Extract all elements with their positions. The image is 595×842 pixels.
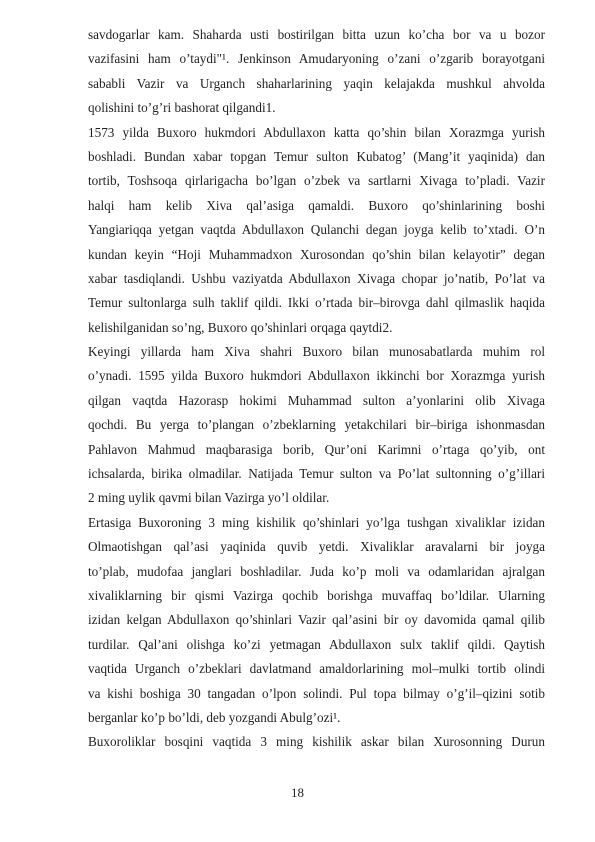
- text-line: savdogarlar kam. Shaharda usti bostirilgan bitta uzun ko’cha bor va u bozor: [88, 27, 545, 42]
- text-line: 1573 yilda Buxoro hukmdori Abdullaxon katta qo’shin bilan Xorazmga yurish: [88, 124, 545, 140]
- text-line: berganlar ko’p bo’ldi, deb yozgandi Abulg’ozi¹.: [88, 709, 341, 725]
- text-line: turdilar. Qal’ani olishga ko’zi yetmagan Abdullaxon sulx taklif qildi. Qaytish: [88, 636, 545, 652]
- text-line: Keyingi yillarda ham Xiva shahri Buxoro bilan munosabatlarda muhim rol: [88, 344, 545, 360]
- text-line: vazifasini ham o’taydi"¹. Jenkinson Amudaryoning o’zani o’zgarib borayotgani: [88, 51, 545, 67]
- text-line: to’plab, mudofaa janglari boshladilar. Juda ko’p moli va odamlaridan ajralgan: [88, 563, 545, 579]
- text-line: halqi ham kelib Xiva qal’asiga qamaldi. Buxoro qo’shinlarining boshi: [88, 197, 545, 213]
- text-line: qolishini to’g’ri bashorat qilgandi1.: [88, 100, 276, 116]
- text-line: Buxoroliklar bosqini vaqtida 3 ming kishilik askar bilan Xurosonning Durun: [88, 734, 545, 750]
- text-line: xivaliklarning bir qismi Vazirga qochib borishga muvaffaq bo’ldilar. Ularning: [88, 587, 545, 603]
- text-line: xabar tasdiqlandi. Ushbu vaziyatda Abdullaxon Xivaga chopar jo’natib, Po’lat va: [88, 270, 545, 286]
- text-line: tortib, Toshsoqa qirlarigacha bo’lgan o’zbek va sartlarni Xivaga to’pladi. Vazir: [88, 173, 545, 189]
- text-line: ichsalarda, birika olmadilar. Natijada Temur sulton va Po’lat sultonning o’g’illari: [88, 466, 545, 482]
- text-line: Yangiariqqa yetgan vaqtda Abdullaxon Qulanchi degan joyga kelib to’xtadi. O’n: [88, 222, 545, 238]
- text-line: qilgan vaqtda Hazorasp hokimi Muhammad sulton a’yonlarini olib Xivaga: [88, 392, 545, 408]
- text-line: Pahlavon Mahmud maqbarasiga borib, Qur’oni Karimni o’rtaga qo’yib, ont: [88, 441, 545, 457]
- text-line: Ertasiga Buxoroning 3 ming kishilik qo’shinlari yo’lga tushgan xivaliklar izidan: [88, 514, 545, 530]
- text-line: Temur sultonlarga sulh taklif qildi. Ikki o’rtada bir–birovga dahl qilmaslik haqida: [88, 295, 545, 311]
- body-text: [88, 23, 545, 755]
- text-line: 2 ming uylik qavmi bilan Vazirga yo’l oldilar.: [88, 490, 330, 506]
- text-line: izidan kelgan Abdullaxon qo’shinlari Vazir qal’asini bir oy davomida qamal qilib: [88, 612, 545, 628]
- text-line: sababli Vazir va Urganch shaharlarining yaqin kelajakda mushkul ahvolda: [88, 75, 545, 91]
- text-line: va kishi boshiga 30 tangadan o’lpon solindi. Pul topa bilmay o’g’il–qizini sotib: [88, 685, 545, 701]
- text-line: vaqtida Urganch o’zbeklari davlatmand amaldorlarining mol–mulki tortib olindi: [88, 661, 545, 677]
- text-line: Olmaotishgan qal’asi yaqinida quvib yetdi. Xivaliklar aravalarni bir joyga: [88, 539, 545, 555]
- page-number: 18: [291, 785, 304, 800]
- text-line: boshladi. Bundan xabar topgan Temur sulton Kubatog’ (Mang’it yaqinida) dan: [88, 148, 545, 164]
- text-line: o’ynadi. 1595 yilda Buxoro hukmdori Abdullaxon ikkinchi bor Xorazmga yurish: [88, 368, 545, 384]
- text-line: kundan keyin “Hoji Muhammadxon Xurosondan qo’shin bilan kelayotir” degan: [88, 246, 545, 262]
- text-line: kelishilganidan so’ng, Buxoro qo’shinlari orqaga qaytdi2.: [88, 319, 393, 335]
- text-line: qochdi. Bu yerga to’plangan o’zbeklarning yetakchilari bir–biriga ishonmasdan: [88, 417, 545, 433]
